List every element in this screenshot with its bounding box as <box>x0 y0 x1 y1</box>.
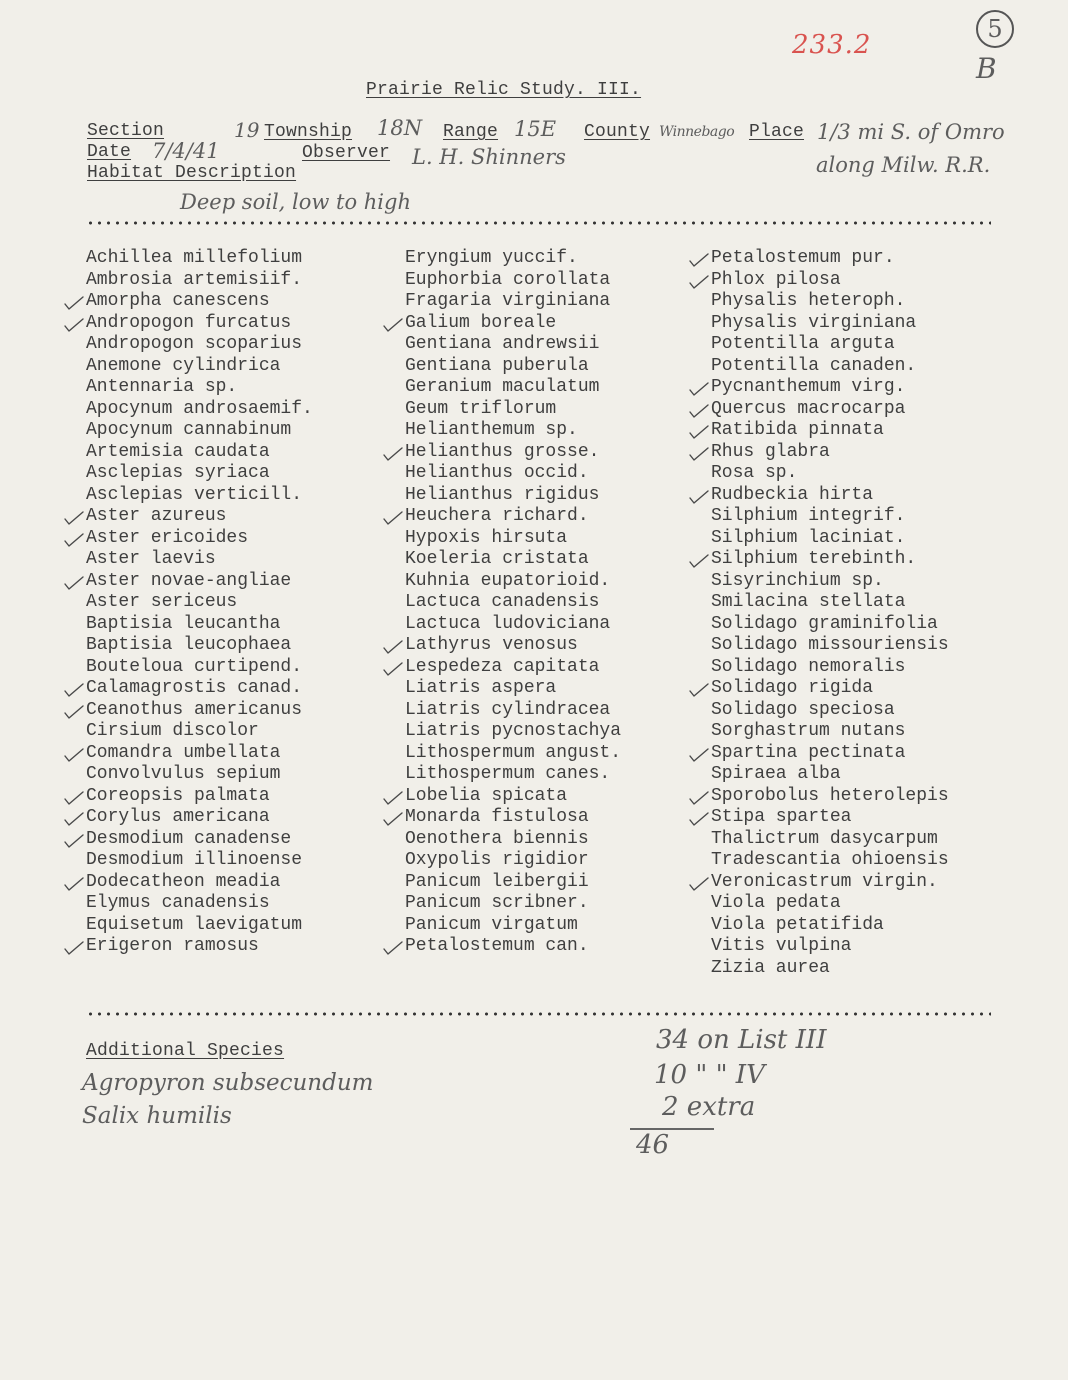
county-label: County <box>584 122 651 142</box>
species-item <box>405 893 621 915</box>
species-name: Aster laevis <box>86 549 216 569</box>
species-name: Smilacina stellata <box>711 592 906 612</box>
species-item <box>86 678 313 700</box>
species-item <box>405 571 621 593</box>
check-mark-icon <box>62 528 86 549</box>
species-name: Asclepias verticill. <box>86 484 303 505</box>
species-name: Erigeron ramosus <box>86 936 259 956</box>
species-name: Rosa sp. <box>711 463 798 483</box>
corner-letter: B <box>976 52 997 85</box>
species-name: Equisetum laevigatum <box>86 914 303 935</box>
species-item <box>405 700 621 722</box>
habitat-value: Deep soil, low to high <box>180 190 411 214</box>
species-name: Amorpha canescens <box>86 291 270 311</box>
species-name: Solidago speciosa <box>711 699 895 720</box>
species-item <box>86 614 313 636</box>
species-item <box>405 764 621 786</box>
species-name: Andropogon scoparius <box>86 334 303 354</box>
species-name: Apocynum cannabinum <box>86 420 292 440</box>
species-name: Aster ericoides <box>86 527 249 548</box>
tally-line-2: 10 " " IV <box>654 1060 765 1090</box>
species-name: Spartina pectinata <box>711 742 906 763</box>
species-name: Aster azureus <box>86 506 227 526</box>
species-column-1 <box>86 248 313 958</box>
species-item <box>86 786 313 808</box>
check-mark-icon <box>687 420 711 441</box>
species-name: Geum triflorum <box>405 398 557 419</box>
check-mark-icon <box>62 291 86 312</box>
species-name: Potentilla arguta <box>711 334 895 354</box>
species-item <box>405 657 621 679</box>
species-item <box>711 334 949 356</box>
species-name: Aster sericeus <box>86 592 238 612</box>
red-catalog-number: 233.2 <box>792 30 872 60</box>
species-name: Pycnanthemum virg. <box>711 377 906 397</box>
species-item <box>405 270 621 292</box>
species-name: Oenothera biennis <box>405 828 589 849</box>
species-item <box>405 248 621 270</box>
species-name: Baptisia leucophaea <box>86 635 292 655</box>
species-item <box>711 721 949 743</box>
species-item <box>711 463 949 485</box>
species-name: Koeleria cristata <box>405 549 589 569</box>
species-name: Dodecatheon meadia <box>86 871 281 892</box>
species-item <box>405 678 621 700</box>
species-item <box>86 399 313 421</box>
species-item <box>86 270 313 292</box>
check-mark-icon <box>381 635 405 656</box>
species-item <box>711 635 949 657</box>
species-name: Silphium terebinth. <box>711 549 917 569</box>
township-value: 18N <box>377 116 423 140</box>
species-name: Solidago graminifolia <box>711 613 938 634</box>
species-item <box>86 377 313 399</box>
species-name: Oxypolis rigidior <box>405 850 589 870</box>
check-mark-icon <box>62 700 86 721</box>
species-item <box>405 721 621 743</box>
species-name: Rudbeckia hirta <box>711 484 874 505</box>
check-mark-icon <box>62 829 86 850</box>
species-name: Panicum virgatum <box>405 914 578 935</box>
species-item <box>86 657 313 679</box>
species-name: Lathyrus venosus <box>405 635 578 655</box>
species-name: Viola petatifida <box>711 914 884 935</box>
species-item <box>405 334 621 356</box>
species-item <box>86 485 313 507</box>
check-mark-icon <box>62 872 86 893</box>
species-item <box>711 872 949 894</box>
check-mark-icon <box>62 313 86 334</box>
check-mark-icon <box>62 807 86 828</box>
species-item <box>405 743 621 765</box>
species-item <box>405 829 621 851</box>
species-item <box>86 700 313 722</box>
species-name: Panicum scribner. <box>405 893 589 913</box>
species-item <box>405 528 621 550</box>
species-name: Artemisia caudata <box>86 441 270 462</box>
species-item <box>86 313 313 335</box>
place-value-line2: along Milw. R.R. <box>816 153 991 177</box>
habitat-label: Habitat Description <box>87 163 297 183</box>
species-name: Spiraea alba <box>711 764 841 784</box>
species-name: Panicum leibergii <box>405 871 589 892</box>
species-name: Veronicastrum virgin. <box>711 871 938 892</box>
species-name: Zizia aurea <box>711 957 830 978</box>
species-name: Sisyrinchium sp. <box>711 570 884 591</box>
species-item <box>711 420 949 442</box>
species-name: Lithospermum canes. <box>405 764 611 784</box>
species-name: Silphium integrif. <box>711 506 906 526</box>
species-item <box>86 291 313 313</box>
species-item <box>86 721 313 743</box>
additional-species-1: Agropyron subsecundum <box>82 1070 374 1096</box>
species-name: Eryngium yuccif. <box>405 248 578 268</box>
species-name: Comandra umbellata <box>86 742 281 763</box>
place-label: Place <box>749 122 805 142</box>
check-mark-icon <box>687 678 711 699</box>
species-name: Gentiana andrewsii <box>405 334 600 354</box>
species-item <box>711 377 949 399</box>
species-name: Liatris cylindracea <box>405 699 611 720</box>
species-item <box>711 829 949 851</box>
check-mark-icon <box>381 442 405 463</box>
species-item <box>86 893 313 915</box>
species-item <box>86 334 313 356</box>
species-name: Physalis virginiana <box>711 312 917 333</box>
species-name: Anemone cylindrica <box>86 355 281 376</box>
species-name: Geranium maculatum <box>405 377 600 397</box>
species-item <box>711 291 949 313</box>
species-item <box>405 420 621 442</box>
species-name: Lactuca canadensis <box>405 592 600 612</box>
check-mark-icon <box>687 377 711 398</box>
species-item <box>711 571 949 593</box>
species-item <box>711 399 949 421</box>
check-mark-icon <box>62 506 86 527</box>
species-item <box>405 291 621 313</box>
species-item <box>405 549 621 571</box>
check-mark-icon <box>687 248 711 269</box>
species-name: Viola pedata <box>711 893 841 913</box>
species-name: Calamagrostis canad. <box>86 678 303 698</box>
species-item <box>86 635 313 657</box>
range-value: 15E <box>514 117 557 141</box>
species-item <box>86 549 313 571</box>
check-mark-icon <box>62 936 86 957</box>
species-name: Corylus americana <box>86 807 270 827</box>
species-item <box>711 743 949 765</box>
species-name: Bouteloua curtipend. <box>86 656 303 677</box>
species-item <box>86 528 313 550</box>
species-item <box>711 356 949 378</box>
species-name: Solidago nemoralis <box>711 656 906 677</box>
check-mark-icon <box>687 270 711 291</box>
species-item <box>711 270 949 292</box>
species-name: Liatris aspera <box>405 678 557 698</box>
species-item <box>405 399 621 421</box>
species-item <box>86 506 313 528</box>
species-name: Achillea millefolium <box>86 248 303 268</box>
species-item <box>711 786 949 808</box>
check-mark-icon <box>381 807 405 828</box>
species-item <box>711 657 949 679</box>
range-label: Range <box>443 122 499 142</box>
species-name: Petalostemum can. <box>405 936 589 956</box>
check-mark-icon <box>687 485 711 506</box>
species-item <box>86 463 313 485</box>
species-item <box>711 592 949 614</box>
township-label: Township <box>264 122 353 142</box>
species-name: Stipa spartea <box>711 807 852 827</box>
species-item <box>405 807 621 829</box>
page-title: Prairie Relic Study. III. <box>366 80 642 100</box>
additional-species-2: Salix humilis <box>82 1103 232 1129</box>
species-item <box>86 807 313 829</box>
species-name: Physalis heteroph. <box>711 291 906 311</box>
bottom-dotted-divider <box>86 1012 991 1016</box>
species-name: Antennaria sp. <box>86 377 238 397</box>
top-dotted-divider <box>86 221 991 225</box>
tally-line-3: 2 extra <box>662 1092 756 1122</box>
species-name: Petalostemum pur. <box>711 248 895 268</box>
species-name: Elymus canadensis <box>86 893 270 913</box>
tally-line-1: 34 on List III <box>656 1025 827 1055</box>
species-item <box>711 700 949 722</box>
check-mark-icon <box>381 506 405 527</box>
species-name: Phlox pilosa <box>711 269 841 290</box>
check-mark-icon <box>687 872 711 893</box>
species-name: Lobelia spicata <box>405 785 568 806</box>
species-column-2 <box>405 248 621 958</box>
species-name: Quercus macrocarpa <box>711 398 906 419</box>
species-name: Coreopsis palmata <box>86 785 270 806</box>
species-name: Kuhnia eupatorioid. <box>405 570 611 591</box>
species-item <box>405 614 621 636</box>
species-name: Galium boreale <box>405 312 557 333</box>
species-name: Helianthus grosse. <box>405 441 600 462</box>
species-item <box>86 420 313 442</box>
species-item <box>86 829 313 851</box>
species-item <box>711 614 949 636</box>
date-value: 7/4/41 <box>152 139 220 163</box>
species-item <box>405 872 621 894</box>
species-item <box>86 872 313 894</box>
species-item <box>711 958 949 980</box>
species-item <box>405 786 621 808</box>
species-item <box>405 936 621 958</box>
species-name: Solidago missouriensis <box>711 635 949 655</box>
species-item <box>86 764 313 786</box>
circled-page-number <box>976 10 1014 48</box>
check-mark-icon <box>62 743 86 764</box>
check-mark-icon <box>687 549 711 570</box>
species-name: Monarda fistulosa <box>405 807 589 827</box>
species-item <box>86 248 313 270</box>
species-name: Liatris pycnostachya <box>405 721 622 741</box>
species-name: Solidago rigida <box>711 678 874 698</box>
species-item <box>711 850 949 872</box>
species-name: Ambrosia artemisiif. <box>86 269 303 290</box>
species-item <box>711 313 949 335</box>
check-mark-icon <box>381 786 405 807</box>
species-name: Heuchera richard. <box>405 506 589 526</box>
check-mark-icon <box>687 807 711 828</box>
species-column-3 <box>711 248 949 979</box>
species-item <box>405 915 621 937</box>
species-name: Euphorbia corollata <box>405 269 611 290</box>
species-name: Rhus glabra <box>711 441 830 462</box>
species-item <box>711 807 949 829</box>
section-value: 19 <box>234 118 260 142</box>
species-item <box>86 356 313 378</box>
species-item <box>405 442 621 464</box>
check-mark-icon <box>381 936 405 957</box>
species-item <box>711 442 949 464</box>
species-name: Apocynum androsaemif. <box>86 398 313 419</box>
species-name: Desmodium canadense <box>86 828 292 849</box>
species-item <box>86 592 313 614</box>
species-item <box>711 506 949 528</box>
species-name: Lespedeza capitata <box>405 656 600 677</box>
species-name: Baptisia leucantha <box>86 613 281 634</box>
check-mark-icon <box>687 743 711 764</box>
circled-number-text: 5 <box>987 15 1003 43</box>
species-name: Fragaria virginiana <box>405 291 611 311</box>
species-item <box>405 850 621 872</box>
species-item <box>711 549 949 571</box>
species-name: Hypoxis hirsuta <box>405 527 568 548</box>
species-name: Helianthus rigidus <box>405 484 600 505</box>
county-value: Winnebago <box>659 124 735 140</box>
species-name: Thalictrum dasycarpum <box>711 828 938 849</box>
species-item <box>86 743 313 765</box>
species-name: Sporobolus heterolepis <box>711 785 949 806</box>
species-item <box>405 592 621 614</box>
species-name: Gentiana puberula <box>405 355 589 376</box>
check-mark-icon <box>687 442 711 463</box>
additional-species-label: Additional Species <box>86 1041 285 1061</box>
species-item <box>86 915 313 937</box>
species-item <box>405 313 621 335</box>
check-mark-icon <box>62 786 86 807</box>
species-name: Potentilla canaden. <box>711 355 917 376</box>
species-item <box>711 936 949 958</box>
check-mark-icon <box>687 399 711 420</box>
species-item <box>405 635 621 657</box>
species-item <box>711 915 949 937</box>
species-name: Asclepias syriaca <box>86 463 270 483</box>
check-mark-icon <box>687 786 711 807</box>
species-name: Helianthus occid. <box>405 463 589 483</box>
species-name: Helianthemum sp. <box>405 420 578 440</box>
section-label: Section <box>87 121 165 141</box>
check-mark-icon <box>381 313 405 334</box>
date-label: Date <box>87 142 132 162</box>
species-item <box>86 850 313 872</box>
species-item <box>405 377 621 399</box>
species-name: Aster novae-angliae <box>86 570 292 591</box>
species-name: Andropogon furcatus <box>86 312 292 333</box>
species-name: Desmodium illinoense <box>86 850 303 870</box>
species-item <box>711 678 949 700</box>
species-name: Ratibida pinnata <box>711 420 884 440</box>
species-name: Sorghastrum nutans <box>711 721 906 741</box>
species-item <box>711 485 949 507</box>
species-name: Vitis vulpina <box>711 936 852 956</box>
species-item <box>711 528 949 550</box>
species-name: Lithospermum angust. <box>405 742 622 763</box>
species-name: Lactuca ludoviciana <box>405 613 611 634</box>
species-item <box>405 506 621 528</box>
species-item <box>405 485 621 507</box>
species-item <box>405 356 621 378</box>
place-value-line1: 1/3 mi S. of Omro <box>817 120 1005 144</box>
species-item <box>711 764 949 786</box>
species-item <box>86 936 313 958</box>
check-mark-icon <box>62 678 86 699</box>
observer-label: Observer <box>302 143 391 163</box>
species-name: Convolvulus sepium <box>86 764 281 784</box>
species-item <box>711 893 949 915</box>
species-name: Silphium laciniat. <box>711 527 906 548</box>
species-item <box>86 571 313 593</box>
species-item <box>86 442 313 464</box>
check-mark-icon <box>381 657 405 678</box>
species-name: Ceanothus americanus <box>86 699 303 720</box>
species-item <box>711 248 949 270</box>
observer-value: L. H. Shinners <box>412 145 566 169</box>
tally-total: 46 <box>636 1130 670 1160</box>
check-mark-icon <box>62 571 86 592</box>
species-item <box>405 463 621 485</box>
species-name: Tradescantia ohioensis <box>711 850 949 870</box>
species-name: Cirsium discolor <box>86 721 259 741</box>
